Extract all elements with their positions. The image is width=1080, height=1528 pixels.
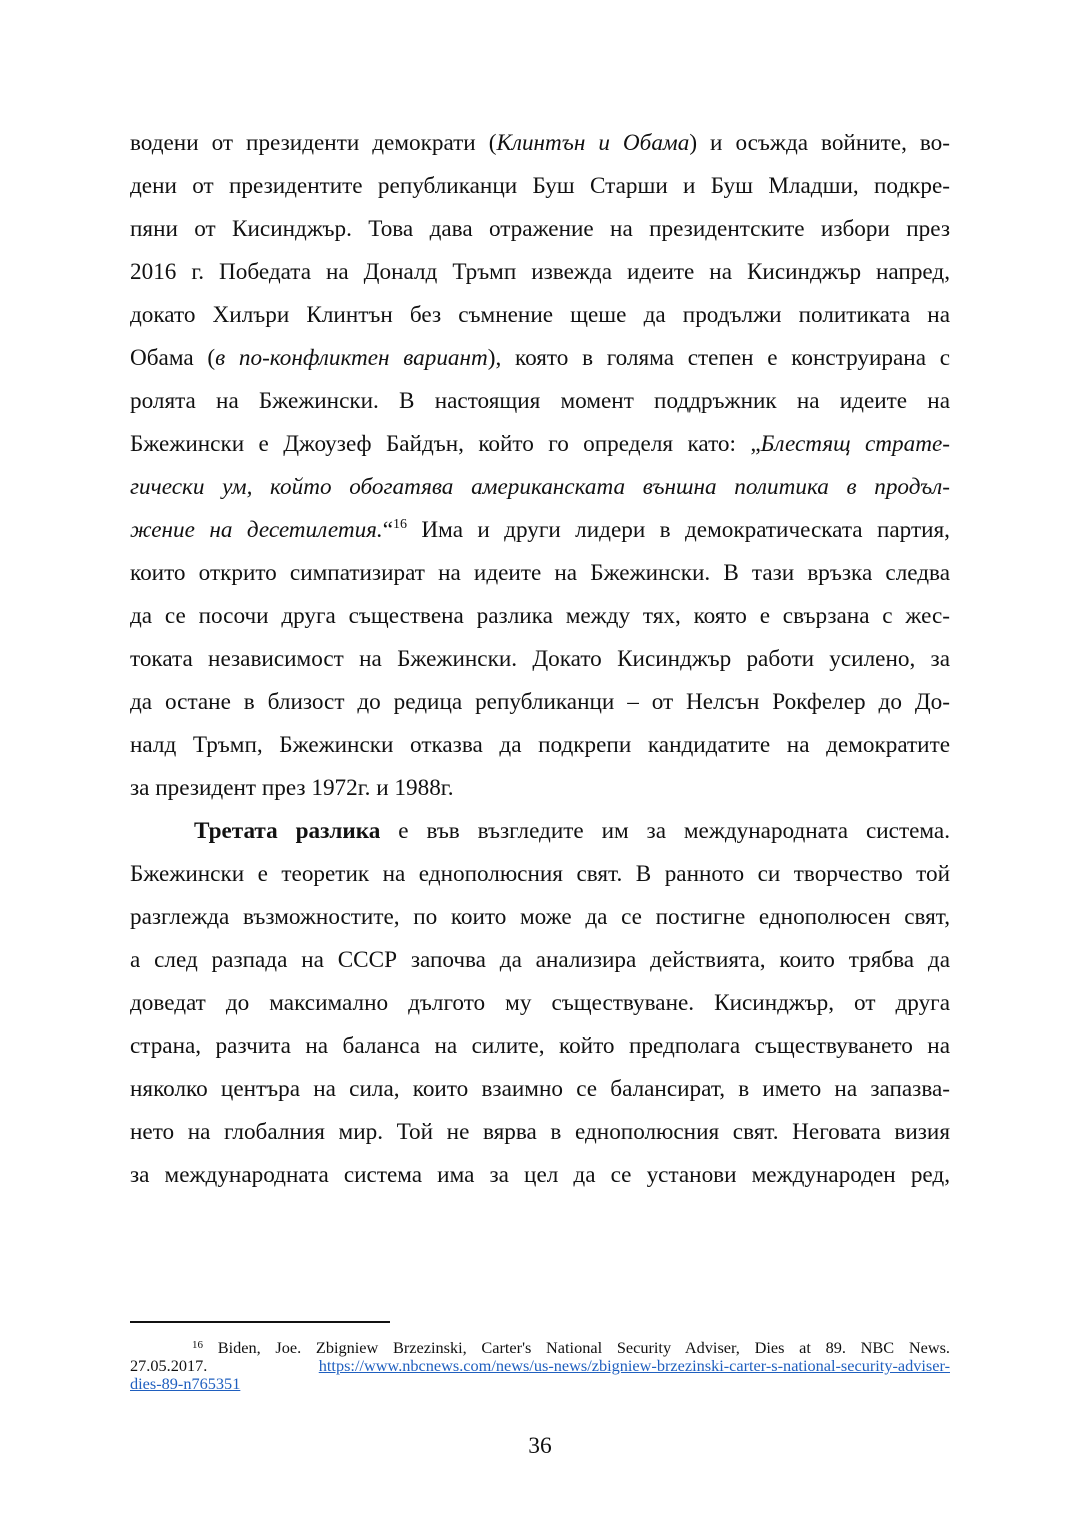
text-line <box>130 810 950 853</box>
text-line: които открито симпатизират на идеите на Бжежински. В тази връзка следва <box>130 560 950 586</box>
body-text <box>130 122 950 1197</box>
footnote-text: Biden, Joe. Zbigniew Brzezinski, Carter's National Security Adviser, Dies at 89. NBC News. <box>203 1338 950 1357</box>
italic-text: Клинтън и Обама <box>496 130 690 156</box>
text-line <box>130 122 950 165</box>
text-line: за президент през 1972г. и 1988г. <box>130 775 454 801</box>
text-line <box>130 466 950 509</box>
text-line: няколко центъра на сила, които взаимно се балансират, в името на запазва- <box>130 1076 950 1102</box>
text-line: пяни от Кисинджър. Това дава отражение на президентските избори през <box>130 216 950 242</box>
text-line: дени от президентите републиканци Буш Старши и Буш Младши, подкре- <box>130 173 950 199</box>
text-line <box>130 509 950 552</box>
text-line: ролята на Бжежински. В настоящия момент поддръжник на идеите на <box>130 388 950 414</box>
footnote-line <box>130 1339 950 1357</box>
text-line: налд Тръмп, Бжежински отказва да подкрепи кандидатите на демократите <box>130 732 950 758</box>
italic-text: Блестящ страте- <box>760 431 950 457</box>
italic-text: гически ум, който обогатява американската външна политика в продъл- <box>130 474 950 500</box>
footnote-number: 16 <box>192 1339 203 1351</box>
text-run: водени от президенти демократи ( <box>130 130 497 156</box>
text-run: ) и осъжда войните, во- <box>689 130 950 156</box>
text-run: Бжежински е Джоузеф Байдън, който го определя като: „ <box>130 431 761 457</box>
footnote <box>130 1339 950 1393</box>
text-line: нето на глобалния мир. Той не вярва в еднополюсния свят. Неговата визия <box>130 1119 950 1145</box>
text-run: Обама ( <box>130 345 216 371</box>
text-line: докато Хилъри Клинтън без съмнение щеше да продължи политиката на <box>130 302 950 328</box>
text-run: “ <box>382 517 394 543</box>
text-line: разглежда възможностите, по които може да се постигне еднополюсен свят, <box>130 904 950 930</box>
text-line: да се посочи друга съществена разлика между тях, която е свързана с жес- <box>130 603 950 629</box>
bold-text: Третата разлика <box>194 818 381 844</box>
text-line: да остане в близост до редица републиканци – от Нелсън Рокфелер до До- <box>130 689 950 715</box>
italic-text: в по-конфликтен вариант <box>215 345 488 371</box>
footnote-link[interactable]: https://www.nbcnews.com/news/us-news/zbigniew-brzezinski-carter-s-national-security-adviser- <box>318 1356 950 1375</box>
text-line: токата независимост на Бжежински. Докато Кисинджър работи усилено, за <box>130 646 950 672</box>
page-number: 36 <box>528 1433 552 1459</box>
text-line: Бжежински е теоретик на еднополюсния свят. В ранното си творчество той <box>130 861 950 887</box>
text-line: доведат до максимално дългото му съществуване. Кисинджър, от друга <box>130 990 950 1016</box>
footnote-line <box>130 1357 950 1375</box>
footnote-divider <box>130 1321 390 1323</box>
text-run: Има и други лидери в демократическата партия, <box>407 517 950 543</box>
text-run: ), която в голяма степен е конструирана с <box>487 345 950 371</box>
text-run: е във възгледите им за международната система. <box>380 818 950 844</box>
footnote-link[interactable]: dies-89-n765351 <box>130 1374 241 1393</box>
text-line <box>130 423 950 466</box>
footnote-date: 27.05.2017. <box>130 1356 208 1375</box>
text-line: а след разпада на СССР започва да анализира действията, които трябва да <box>130 947 950 973</box>
text-line: за международната система има за цел да се установи международен ред, <box>130 1162 950 1188</box>
text-line: страна, разчита на баланса на силите, който предполага съществуването на <box>130 1033 950 1059</box>
text-line <box>130 337 950 380</box>
footnote-reference[interactable]: 16 <box>393 517 408 532</box>
italic-text: жение на десетилетия. <box>130 517 383 543</box>
footnote-line <box>130 1375 950 1393</box>
text-line: 2016 г. Победата на Доналд Тръмп извежда идеите на Кисинджър напред, <box>130 259 950 285</box>
